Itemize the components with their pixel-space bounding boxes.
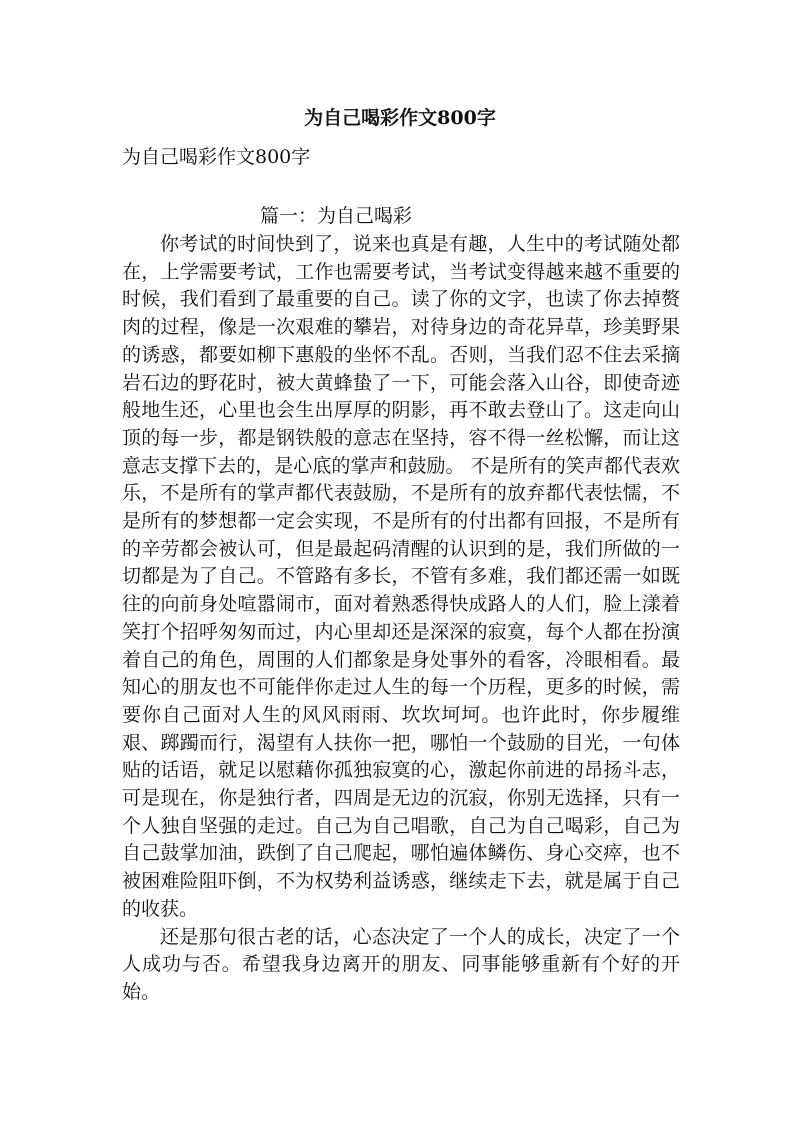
document-title: 为自己喝彩作文800字 — [304, 107, 496, 129]
paragraph-2: 还是那句很古老的话，心态决定了一个人的成长，决定了一个人成功与否。希望我身边离开的朋友、同事能够重新有个好的开始。 — [122, 925, 680, 1003]
body-text — [122, 231, 680, 1007]
section-heading: 篇一：为自己喝彩 — [260, 205, 413, 227]
paragraph-1: 你考试的时间快到了，说来也真是有趣，人生中的考试随处都在，上学需要考试，工作也需要考试，当考试变得越来越不重要的时候，我们看到了最重要的自己。读了你的文字，也读了你去掉赘肉的过程，像是一次艰难的攀岩，对待身边的奇花异草，珍美野果的诱惑，都要如柳下惠般的坐怀不乱。否则，当我们忍不住去采摘岩石边的野花时，被大黄蜂蛰了一下，可能会落入山谷，即使奇迹般地生还，心里也会生出厚厚的阴影，再不敢去登山了。这走向山顶的每一步，都是钢铁般的意志在坚持，容不得一丝松懈，而让这意志支撑下去的，是心底的掌声和鼓励。 不是所有的笑声都代表欢乐，不是所有的掌声都代表鼓励，不是所有的放弃都代表怯懦，不是所有的梦想都一定会实现，不是所有的付出都有回报，不是所有的辛劳都会被认可，但是最起码清醒的认识到的是，我们所做的一切都是为了自己。不管路有多长，不管有多难，我们都还需一如既往的向前身处喧嚣闹市，面对着熟悉得快成路人的人们，脸上漾着笑打个招呼匆匆而过，内心里却还是深深的寂寞，每个人都在扮演着自己的角色，周围的人们都象是身处事外的看客，冷眼相看。最知心的朋友也不可能伴你走过人生的每一个历程，更多的时候，需要你自己面对人生的风风雨雨、坎坎坷坷。也许此时，你步履维艰、踯躅而行，渴望有人扶你一把，哪怕一个鼓励的目光，一句体贴的话语，就足以慰藉你孤独寂寞的心，激起你前进的昂扬斗志，可是现在，你是独行者，四周是无边的沉寂，你别无选择，只有一个人独自坚强的走过。自己为自己唱歌，自己为自己喝彩，自己为自己鼓掌加油，跌倒了自己爬起，哪怕遍体鳞伤、身心交瘁，也不被困难险阻吓倒，不为权势利益诱惑，继续走下去，就是属于自己的收获。 — [122, 233, 680, 920]
document-subtitle: 为自己喝彩作文800字 — [122, 146, 311, 168]
